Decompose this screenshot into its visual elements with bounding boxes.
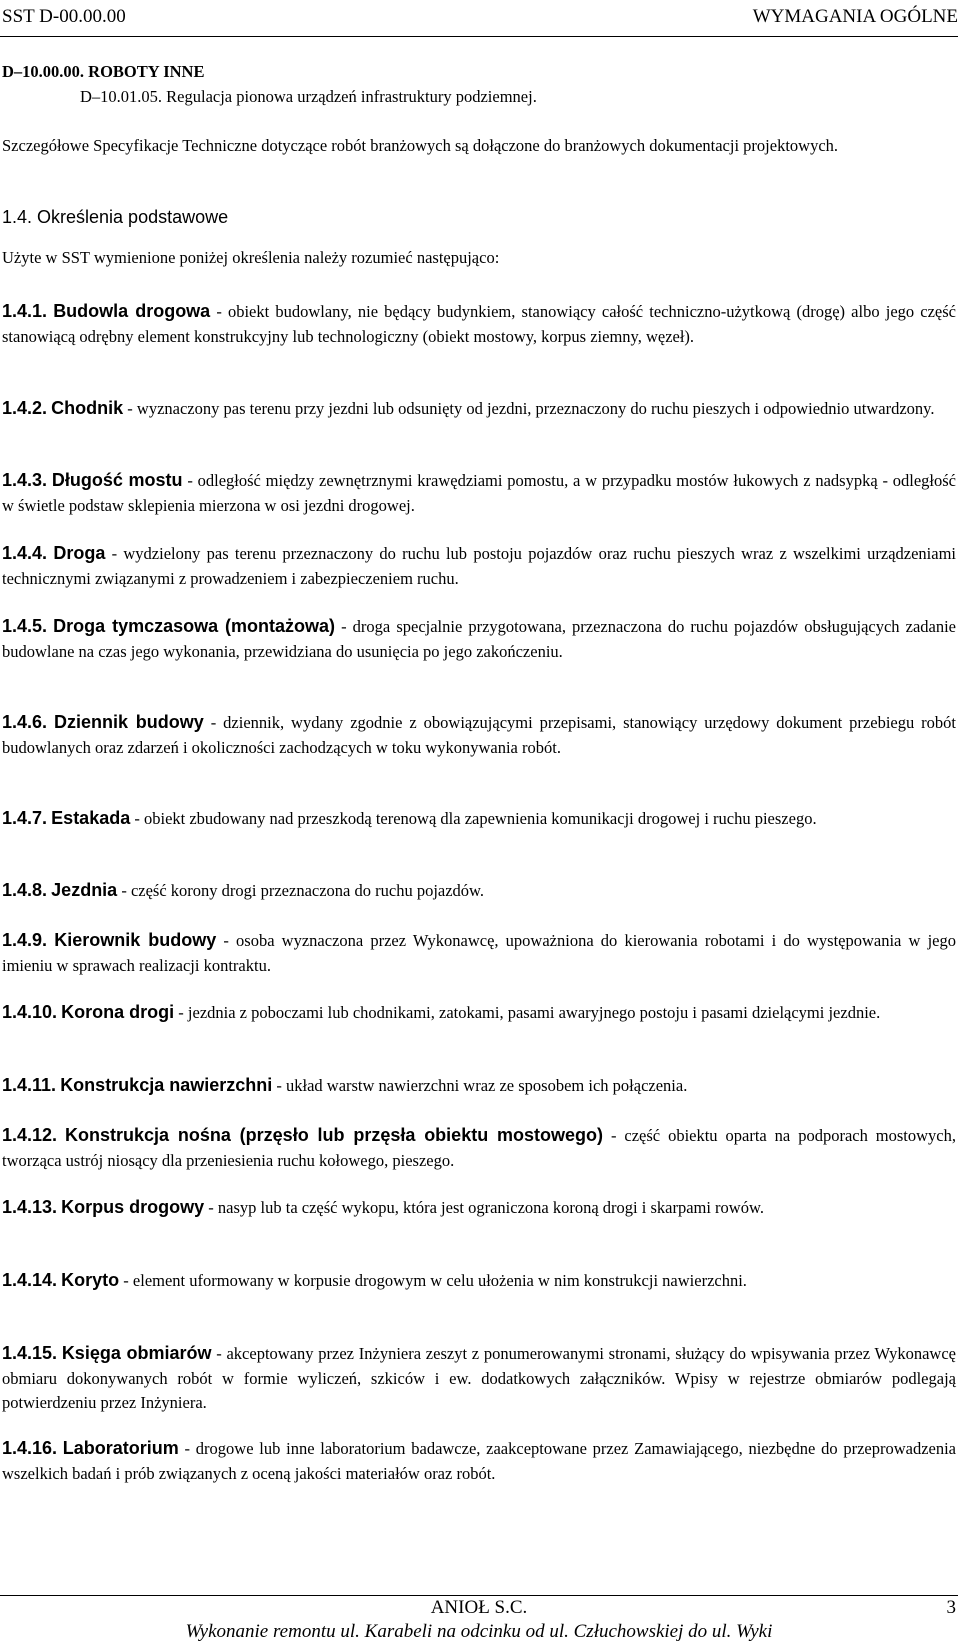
definition-text: - część korony drogi przeznaczona do ruchu pojazdów. bbox=[117, 881, 485, 900]
definition-1-4-12 bbox=[2, 1123, 956, 1173]
definition-term: Księga obmiarów bbox=[61, 1343, 212, 1363]
definition-number: 1.4.14. bbox=[2, 1270, 58, 1290]
definition-1-4-1 bbox=[2, 299, 956, 349]
definition-number: 1.4.1. bbox=[2, 301, 48, 321]
definition-text: - jezdnia z poboczami lub chodnikami, zatokami, pasami awaryjnego postoju i pasami dzielącymi jezdnie. bbox=[174, 1003, 881, 1022]
definition-number: 1.4.5. bbox=[2, 616, 48, 636]
definition-number: 1.4.3. bbox=[2, 470, 48, 490]
definition-text: - droga specjalnie przygotowana, przeznaczona do ruchu pojazdów obsługujących zadanie budowlane na czas jego wykonania, przewidziana do usunięcia po jego zakończeniu. bbox=[2, 617, 956, 661]
definition-text: - wyznaczony pas terenu przy jezdni lub odsunięty od jezdni, przeznaczony do ruchu pieszych i odpowiednio utwardzony. bbox=[123, 399, 935, 418]
definition-text: - drogowe lub inne laboratorium badawcze, zaakceptowane przez Zamawiającego, niezbędne do przeprowadzenia wszelkich badań i prób związanych z oceną jakości materiałów oraz robót. bbox=[2, 1439, 957, 1483]
definition-term: Estakada bbox=[51, 808, 131, 828]
definition-term: Koryto bbox=[61, 1270, 120, 1290]
definition-number: 1.4.16. bbox=[2, 1438, 58, 1458]
definition-text: - obiekt zbudowany nad przeszkodą terenową dla zapewnienia komunikacji drogowej i ruchu pieszego. bbox=[130, 809, 817, 828]
page-header bbox=[2, 6, 958, 28]
header-rule bbox=[0, 36, 958, 37]
definition-number: 1.4.7. bbox=[2, 808, 48, 828]
footer-rule bbox=[0, 1595, 958, 1596]
definition-1-4-6 bbox=[2, 710, 956, 760]
definition-text: - dziennik, wydany zgodnie z obowiązującymi przepisami, stanowiący urzędowy dokument przebiegu robót budowlanych oraz zdarzeń i okoliczności zachodzących w toku wykonywania robót. bbox=[2, 713, 956, 757]
definition-number: 1.4.13. bbox=[2, 1197, 58, 1217]
definition-number: 1.4.12. bbox=[2, 1125, 58, 1145]
section-subtitle: D–10.01.05. Regulacja pionowa urządzeń infrastruktury podziemnej. bbox=[80, 86, 537, 106]
definition-term: Chodnik bbox=[51, 398, 124, 418]
definition-term: Laboratorium bbox=[62, 1438, 179, 1458]
heading-1-4: 1.4. Określenia podstawowe bbox=[2, 207, 229, 227]
definition-term: Kierownik budowy bbox=[54, 930, 217, 950]
definition-1-4-16 bbox=[2, 1436, 956, 1486]
definition-number: 1.4.10. bbox=[2, 1002, 58, 1022]
definition-1-4-2 bbox=[2, 396, 956, 422]
definition-number: 1.4.8. bbox=[2, 880, 48, 900]
definition-term: Długość mostu bbox=[51, 470, 183, 490]
definition-term: Korona drogi bbox=[61, 1002, 175, 1022]
definition-1-4-4 bbox=[2, 541, 956, 591]
definition-1-4-9 bbox=[2, 928, 956, 978]
definition-text: - odległość między zewnętrznymi krawędziami pomostu, a w przypadku mostów łukowych z nadsypką - odległość w świetle podstaw sklepienia mierzona w osi jezdni drogowej. bbox=[2, 471, 956, 515]
definition-text: - wydzielony pas terenu przeznaczony do ruchu lub postoju pojazdów oraz ruchu pieszych wraz z wszelkimi urządzeniami technicznymi związanymi z prowadzeniem i zabezpieczeniem ruchu. bbox=[2, 544, 957, 588]
header-right: WYMAGANIA OGÓLNE bbox=[752, 6, 958, 27]
definition-term: Konstrukcja nawierzchni bbox=[60, 1075, 273, 1095]
definition-term: Konstrukcja nośna (przęsło lub przęsła obiektu mostowego) bbox=[65, 1125, 604, 1145]
definition-1-4-5 bbox=[2, 614, 956, 664]
usage-paragraph: Użyte w SST wymienione poniżej określenia należy rozumieć następująco: bbox=[2, 248, 500, 267]
section-title: D–10.00.00. ROBOTY INNE bbox=[2, 62, 205, 81]
definition-text: - osoba wyznaczona przez Wykonawcę, upoważniona do kierowania robotami i do występowania w jego imieniu w sprawach realizacji kontraktu. bbox=[2, 931, 957, 975]
definition-number: 1.4.2. bbox=[2, 398, 48, 418]
definition-term: Korpus drogowy bbox=[61, 1197, 205, 1217]
footer-project: Wykonanie remontu ul. Karabeli na odcinku od ul. Człuchowskiej do ul. Wyki bbox=[185, 1621, 773, 1642]
definition-term: Dziennik budowy bbox=[53, 712, 204, 732]
definition-number: 1.4.11. bbox=[2, 1075, 57, 1095]
definition-1-4-13 bbox=[2, 1195, 956, 1221]
definition-term: Droga tymczasowa (montażowa) bbox=[53, 616, 336, 636]
definition-1-4-14 bbox=[2, 1268, 956, 1294]
definition-1-4-10 bbox=[2, 1000, 956, 1026]
definition-text: - obiekt budowlany, nie będący budynkiem, stanowiący całość techniczno-użytkową (drogę) albo jego część stanowiącą odrębny element konstrukcyjny lub technologiczny (obiekt mostowy, korpus ziemny, węzeł). bbox=[2, 302, 956, 346]
header-left: SST D-00.00.00 bbox=[2, 6, 126, 27]
section-heading bbox=[2, 60, 956, 109]
definition-term: Jezdnia bbox=[51, 880, 118, 900]
definition-1-4-11 bbox=[2, 1073, 956, 1099]
definition-text: - element uformowany w korpusie drogowym w celu ułożenia w nim konstrukcji nawierzchni. bbox=[119, 1271, 747, 1290]
definition-text: - nasyp lub ta część wykopu, która jest ograniczona koroną drogi i skarpami rowów. bbox=[204, 1198, 764, 1217]
definition-1-4-7 bbox=[2, 806, 956, 832]
definition-1-4-15 bbox=[2, 1341, 956, 1416]
definition-1-4-8 bbox=[2, 878, 956, 904]
definition-number: 1.4.15. bbox=[2, 1343, 58, 1363]
definition-1-4-3 bbox=[2, 468, 956, 518]
definition-term: Droga bbox=[53, 543, 106, 563]
definition-number: 1.4.9. bbox=[2, 930, 48, 950]
page-number: 3 bbox=[946, 1597, 956, 1618]
footer-company: ANIOŁ S.C. bbox=[430, 1597, 528, 1618]
definition-text: - część obiektu oparta na podporach mostowych, tworząca ustrój niosący dla przeniesienia ruchu kołowego, pieszego. bbox=[2, 1126, 956, 1170]
definition-number: 1.4.6. bbox=[2, 712, 48, 732]
definition-text: - akceptowany przez Inżyniera zeszyt z ponumerowanymi stronami, służący do wpisywania przez Wykonawcę obmiaru dokonywanych robót w formie wyliczeń, szkiców i ew. dodatkowych załączników. Wpisy w rejestrze obmiarów podlegają potwierdzeniu przez Inżyniera. bbox=[2, 1344, 956, 1412]
definition-term: Budowla drogowa bbox=[53, 301, 211, 321]
intro-paragraph: Szczegółowe Specyfikacje Techniczne dotyczące robót branżowych są dołączone do branżowych dokumentacji projektowych. bbox=[2, 136, 839, 155]
definition-text: - układ warstw nawierzchni wraz ze sposobem ich połączenia. bbox=[272, 1076, 688, 1095]
definition-number: 1.4.4. bbox=[2, 543, 48, 563]
